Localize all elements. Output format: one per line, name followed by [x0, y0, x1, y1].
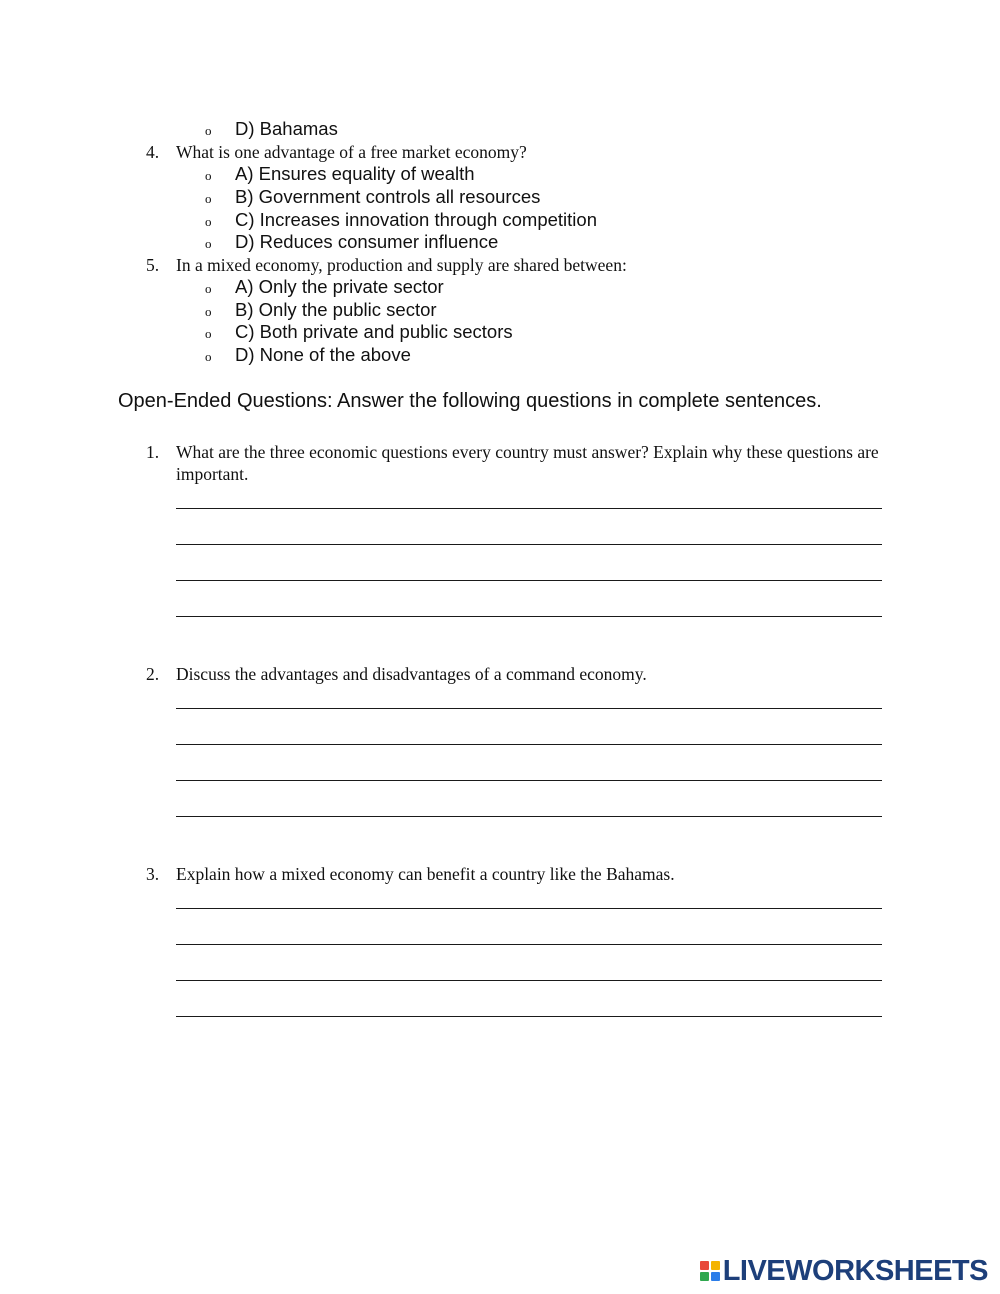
- option-q4-b: [205, 186, 540, 208]
- answer-line[interactable]: [176, 1016, 882, 1017]
- option-q5-b: [205, 299, 437, 321]
- question-number: 2.: [146, 664, 160, 684]
- question-4: [146, 142, 527, 163]
- question-text: What are the three economic questions every country must answer? Explain why these questions are important.: [176, 442, 879, 484]
- option-q5-c: [205, 321, 513, 343]
- option-q4-c: [205, 209, 597, 231]
- logo-text: LIVEWORKSHEETS: [722, 1254, 988, 1287]
- option-text: A) Ensures equality of wealth: [235, 163, 475, 184]
- logo-square: [700, 1261, 709, 1270]
- answer-line[interactable]: [176, 616, 882, 617]
- logo-square: [700, 1272, 709, 1281]
- answer-line[interactable]: [176, 908, 882, 909]
- option-text: D) Reduces consumer influence: [235, 231, 499, 252]
- option-bullet: o: [205, 304, 212, 319]
- answer-line[interactable]: [176, 744, 882, 745]
- answer-line[interactable]: [176, 944, 882, 945]
- logo-mark-icon: [700, 1261, 720, 1281]
- option-bullet: o: [205, 326, 212, 341]
- option-bullet: o: [205, 281, 212, 296]
- option-text: D) None of the above: [235, 344, 411, 365]
- option-bullet: o: [205, 349, 212, 364]
- liveworksheets-logo: [700, 1256, 988, 1286]
- answer-line[interactable]: [176, 780, 882, 781]
- question-number: 1.: [146, 442, 160, 462]
- answer-line[interactable]: [176, 508, 882, 509]
- question-text: In a mixed economy, production and supply are shared between:: [176, 255, 627, 275]
- open-question-3: [146, 863, 886, 885]
- question-text: Explain how a mixed economy can benefit a country like the Bahamas.: [176, 864, 675, 884]
- option-bullet: o: [205, 236, 212, 251]
- answer-line[interactable]: [176, 816, 882, 817]
- open-question-1: [146, 441, 886, 485]
- question-number: 4.: [146, 142, 160, 162]
- option-bullet: o: [205, 123, 212, 138]
- option-bullet: o: [205, 168, 212, 183]
- option-q3-d: [205, 118, 338, 140]
- answer-line[interactable]: [176, 708, 882, 709]
- answer-line[interactable]: [176, 580, 882, 581]
- section-heading: Open-Ended Questions: Answer the following questions in complete sentences.: [118, 390, 822, 412]
- option-q5-d: [205, 344, 411, 366]
- option-text: B) Only the public sector: [235, 299, 437, 320]
- open-question-2: [146, 663, 886, 685]
- option-text: A) Only the private sector: [235, 276, 444, 297]
- logo-square: [711, 1272, 720, 1281]
- question-5: [146, 255, 627, 276]
- question-text: What is one advantage of a free market economy?: [176, 142, 527, 162]
- question-text: Discuss the advantages and disadvantages of a command economy.: [176, 664, 647, 684]
- option-bullet: o: [205, 191, 212, 206]
- option-q4-a: [205, 163, 475, 185]
- logo-square: [711, 1261, 720, 1270]
- option-bullet: o: [205, 214, 212, 229]
- option-text: C) Both private and public sectors: [235, 321, 513, 342]
- answer-line[interactable]: [176, 980, 882, 981]
- option-q5-a: [205, 276, 444, 298]
- question-number: 3.: [146, 864, 160, 884]
- answer-line[interactable]: [176, 544, 882, 545]
- option-text: D) Bahamas: [235, 118, 338, 139]
- option-q4-d: [205, 231, 498, 253]
- option-text: C) Increases innovation through competition: [235, 209, 597, 230]
- question-number: 5.: [146, 255, 160, 275]
- option-text: B) Government controls all resources: [235, 186, 541, 207]
